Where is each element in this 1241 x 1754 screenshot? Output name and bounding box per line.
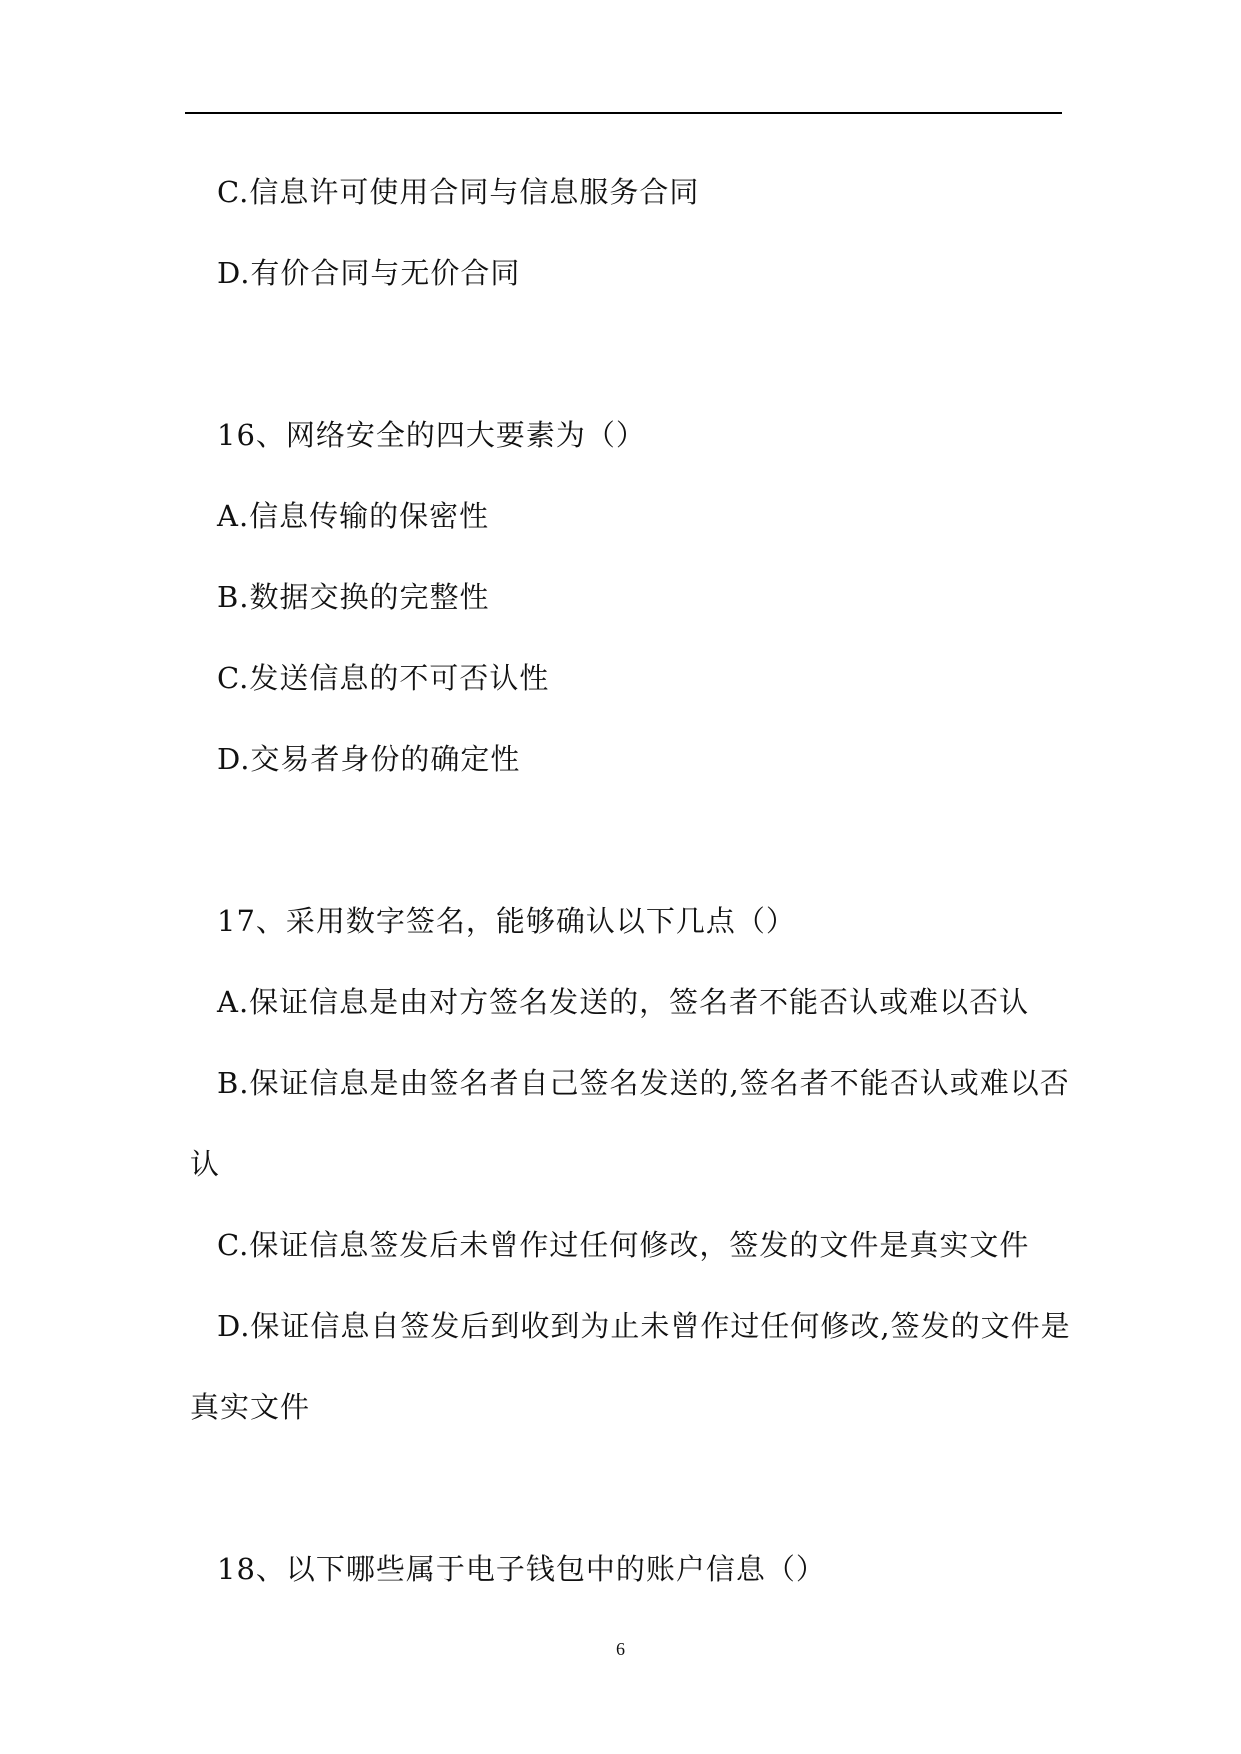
question-17: 17、采用数字签名，能够确认以下几点（） bbox=[217, 904, 796, 938]
option-d-q15: D.有价合同与无价合同 bbox=[217, 256, 521, 290]
page-number: 6 bbox=[616, 1639, 625, 1659]
option-d-q16: D.交易者身份的确定性 bbox=[217, 742, 521, 776]
header-rule bbox=[185, 112, 1062, 114]
option-d-q17-continuation: 真实文件 bbox=[190, 1390, 311, 1424]
option-d-q17: D.保证信息自签发后到收到为止未曾作过任何修改,签发的文件是 bbox=[217, 1309, 1071, 1343]
option-a-q16: A.信息传输的保密性 bbox=[217, 499, 490, 533]
option-c-q17: C.保证信息签发后未曾作过任何修改，签发的文件是真实文件 bbox=[217, 1228, 1030, 1262]
option-b-q16: B.数据交换的完整性 bbox=[217, 580, 490, 614]
option-c-q16: C.发送信息的不可否认性 bbox=[217, 661, 550, 695]
question-18: 18、以下哪些属于电子钱包中的账户信息（） bbox=[217, 1552, 826, 1586]
question-16: 16、网络安全的四大要素为（） bbox=[217, 418, 646, 452]
option-b-q17: B.保证信息是由签名者自己签名发送的,签名者不能否认或难以否 bbox=[217, 1066, 1070, 1100]
option-c-q15: C.信息许可使用合同与信息服务合同 bbox=[217, 175, 700, 209]
option-b-q17-continuation: 认 bbox=[190, 1147, 221, 1181]
option-a-q17: A.保证信息是由对方签名发送的，签名者不能否认或难以否认 bbox=[217, 985, 1030, 1019]
